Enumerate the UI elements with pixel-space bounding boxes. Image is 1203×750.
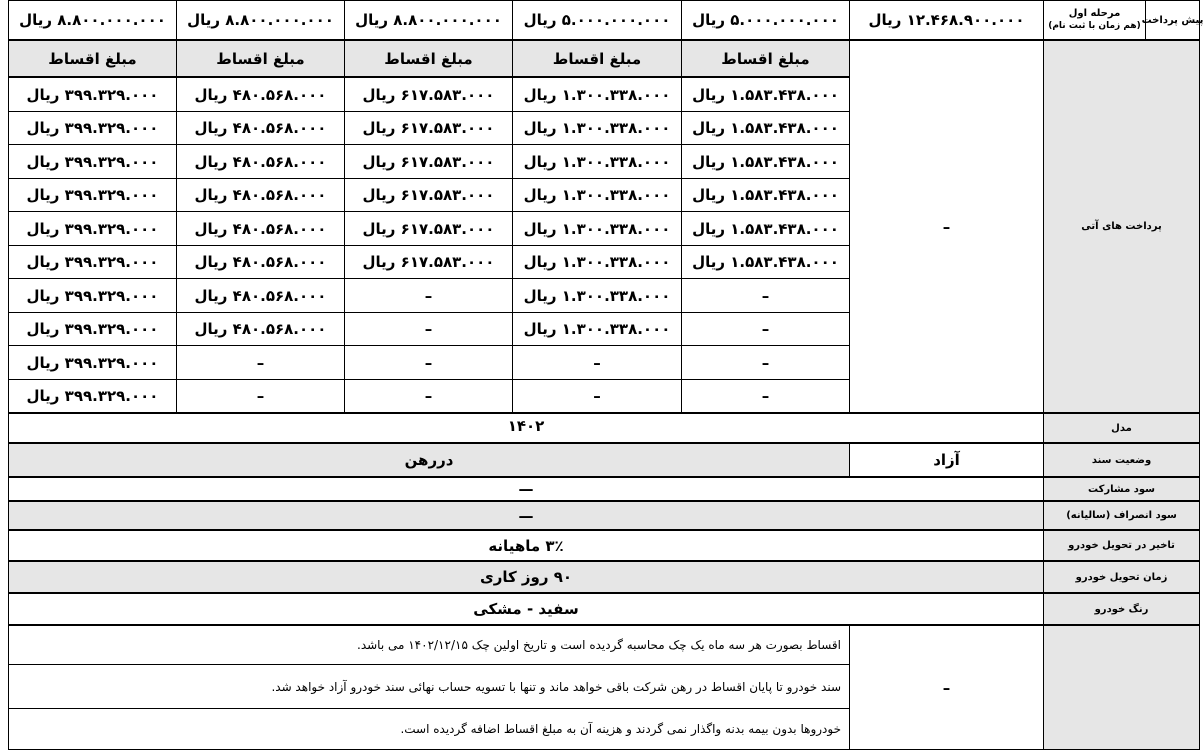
installment-cell: ۴۸۰.۵۶۸.۰۰۰ ریال — [176, 144, 345, 179]
first-stage-title: مرحله اول — [1068, 8, 1121, 19]
installment-cell: ۶۱۷.۵۸۳.۰۰۰ ریال — [344, 111, 513, 145]
future-payments-cash-value: – — [849, 40, 1044, 413]
installment-cell: – — [344, 345, 513, 380]
installment-cell: ۴۸۰.۵۶۸.۰۰۰ ریال — [176, 312, 345, 346]
note-1: اقساط بصورت هر سه ماه یک چک محاسبه گردیده است و تاریخ اولین چک ۱۴۰۲/۱۲/۱۵ می باشد. — [8, 625, 850, 665]
note-2: سند خودرو تا پایان اقساط در رهن شرکت باقی خواهد ماند و تنها با تسویه حساب نهائی سند خودرو آزاد خواهد شد. — [8, 664, 850, 709]
installment-column-header: مبلغ اقساط — [512, 40, 682, 77]
notes-cash-value: – — [849, 625, 1044, 750]
installment-column-header: مبلغ اقساط — [8, 40, 177, 77]
installment-cell: ۳۹۹.۳۲۹.۰۰۰ ریال — [8, 111, 177, 145]
installment-cell: ۳۹۹.۳۲۹.۰۰۰ ریال — [8, 211, 177, 246]
installment-cell: – — [344, 278, 513, 313]
installment-cell: ۳۹۹.۳۲۹.۰۰۰ ریال — [8, 345, 177, 380]
installment-cell: ۳۹۹.۳۲۹.۰۰۰ ریال — [8, 77, 177, 112]
model-label: مدل — [1043, 413, 1200, 443]
installment-cell: ۱.۵۸۳.۴۳۸.۰۰۰ ریال — [681, 245, 850, 279]
installment-cell: – — [344, 312, 513, 346]
first-stage-value-cash: ۱۲.۴۶۸.۹۰۰.۰۰۰ ریال — [849, 0, 1044, 40]
installment-cell: – — [176, 345, 345, 380]
first-stage-subtitle: (هم زمان با ثبت نام) — [1048, 21, 1141, 31]
first-stage-value-3: ۸.۸۰۰.۰۰۰.۰۰۰ ریال — [344, 0, 513, 40]
installment-cell: – — [681, 312, 850, 346]
delivery-time-value: ۹۰ روز کاری — [8, 561, 1044, 593]
installment-cell: – — [681, 345, 850, 380]
installment-cell: ۱.۳۰۰.۳۳۸.۰۰۰ ریال — [512, 312, 682, 346]
installment-cell: ۱.۳۰۰.۳۳۸.۰۰۰ ریال — [512, 111, 682, 145]
installment-cell: ۴۸۰.۵۶۸.۰۰۰ ریال — [176, 111, 345, 145]
installment-column-header: مبلغ اقساط — [176, 40, 345, 77]
future-payments-label: پرداخت های آتی — [1043, 40, 1200, 413]
note-3: خودروها بدون بیمه بدنه واگذار نمی گردند و هزینه آن به مبلغ اقساط اضافه گردیده است. — [8, 708, 850, 750]
installment-cell: – — [176, 379, 345, 413]
installment-cell: ۶۱۷.۵۸۳.۰۰۰ ریال — [344, 245, 513, 279]
installment-cell: ۳۹۹.۳۲۹.۰۰۰ ریال — [8, 312, 177, 346]
document-status-free: آزاد — [849, 443, 1044, 477]
installment-cell: – — [681, 379, 850, 413]
installment-cell: ۶۱۷.۵۸۳.۰۰۰ ریال — [344, 211, 513, 246]
installment-cell: ۶۱۷.۵۸۳.۰۰۰ ریال — [344, 144, 513, 179]
participation-profit-label: سود مشارکت — [1043, 477, 1200, 501]
installment-cell: ۱.۳۰۰.۳۳۸.۰۰۰ ریال — [512, 144, 682, 179]
delivery-delay-value: ۳٪ ماهیانه — [8, 530, 1044, 561]
installment-column-header: مبلغ اقساط — [681, 40, 850, 77]
installment-cell: ۱.۵۸۳.۴۳۸.۰۰۰ ریال — [681, 77, 850, 112]
installment-cell: ۶۱۷.۵۸۳.۰۰۰ ریال — [344, 77, 513, 112]
car-color-label: رنگ خودرو — [1043, 593, 1200, 625]
installment-column-header: مبلغ اقساط — [344, 40, 513, 77]
delivery-time-label: زمان تحویل خودرو — [1043, 561, 1200, 593]
installment-cell: ۱.۵۸۳.۴۳۸.۰۰۰ ریال — [681, 144, 850, 179]
document-status-mortgaged: دررهن — [8, 443, 850, 477]
installment-cell: ۳۹۹.۳۲۹.۰۰۰ ریال — [8, 278, 177, 313]
installment-cell: – — [512, 345, 682, 380]
installment-cell: ۱.۳۰۰.۳۳۸.۰۰۰ ریال — [512, 178, 682, 212]
document-status-label: وضعیت سند — [1043, 443, 1200, 477]
first-stage-value-1: ۵.۰۰۰.۰۰۰.۰۰۰ ریال — [681, 0, 850, 40]
installment-cell: ۴۸۰.۵۶۸.۰۰۰ ریال — [176, 77, 345, 112]
notes-label-cell — [1043, 625, 1200, 750]
installment-cell: ۱.۳۰۰.۳۳۸.۰۰۰ ریال — [512, 245, 682, 279]
installment-cell: ۱.۳۰۰.۳۳۸.۰۰۰ ریال — [512, 77, 682, 112]
installment-cell: – — [681, 278, 850, 313]
model-value: ۱۴۰۲ — [8, 413, 1044, 443]
installment-cell: ۱.۵۸۳.۴۳۸.۰۰۰ ریال — [681, 211, 850, 246]
installment-cell: ۴۸۰.۵۶۸.۰۰۰ ریال — [176, 178, 345, 212]
installment-cell: ۱.۵۸۳.۴۳۸.۰۰۰ ریال — [681, 178, 850, 212]
first-stage-value-5: ۸.۸۰۰.۰۰۰.۰۰۰ ریال — [8, 0, 177, 40]
first-stage-value-2: ۵.۰۰۰.۰۰۰.۰۰۰ ریال — [512, 0, 682, 40]
installment-cell: – — [344, 379, 513, 413]
delivery-delay-label: تاخیر در تحویل خودرو — [1043, 530, 1200, 561]
installment-cell: ۴۸۰.۵۶۸.۰۰۰ ریال — [176, 211, 345, 246]
installment-cell: ۴۸۰.۵۶۸.۰۰۰ ریال — [176, 278, 345, 313]
installment-cell: ۴۸۰.۵۶۸.۰۰۰ ریال — [176, 245, 345, 279]
participation-profit-value: — — [8, 477, 1044, 501]
installment-cell: ۶۱۷.۵۸۳.۰۰۰ ریال — [344, 178, 513, 212]
installment-cell: – — [512, 379, 682, 413]
installment-cell: ۳۹۹.۳۲۹.۰۰۰ ریال — [8, 144, 177, 179]
installment-cell: ۳۹۹.۳۲۹.۰۰۰ ریال — [8, 245, 177, 279]
cancellation-profit-label: سود انصراف (سالیانه) — [1043, 501, 1200, 530]
first-stage-value-4: ۸.۸۰۰.۰۰۰.۰۰۰ ریال — [176, 0, 345, 40]
cancellation-profit-value: — — [8, 501, 1044, 530]
installment-cell: ۱.۳۰۰.۳۳۸.۰۰۰ ریال — [512, 211, 682, 246]
first-stage-label — [1043, 0, 1146, 40]
prepayment-label: پیش پرداخت — [1145, 0, 1200, 40]
car-color-value: سفید - مشکی — [8, 593, 1044, 625]
installment-cell: ۱.۳۰۰.۳۳۸.۰۰۰ ریال — [512, 278, 682, 313]
installment-cell: ۱.۵۸۳.۴۳۸.۰۰۰ ریال — [681, 111, 850, 145]
installment-cell: ۳۹۹.۳۲۹.۰۰۰ ریال — [8, 379, 177, 413]
installment-cell: ۳۹۹.۳۲۹.۰۰۰ ریال — [8, 178, 177, 212]
